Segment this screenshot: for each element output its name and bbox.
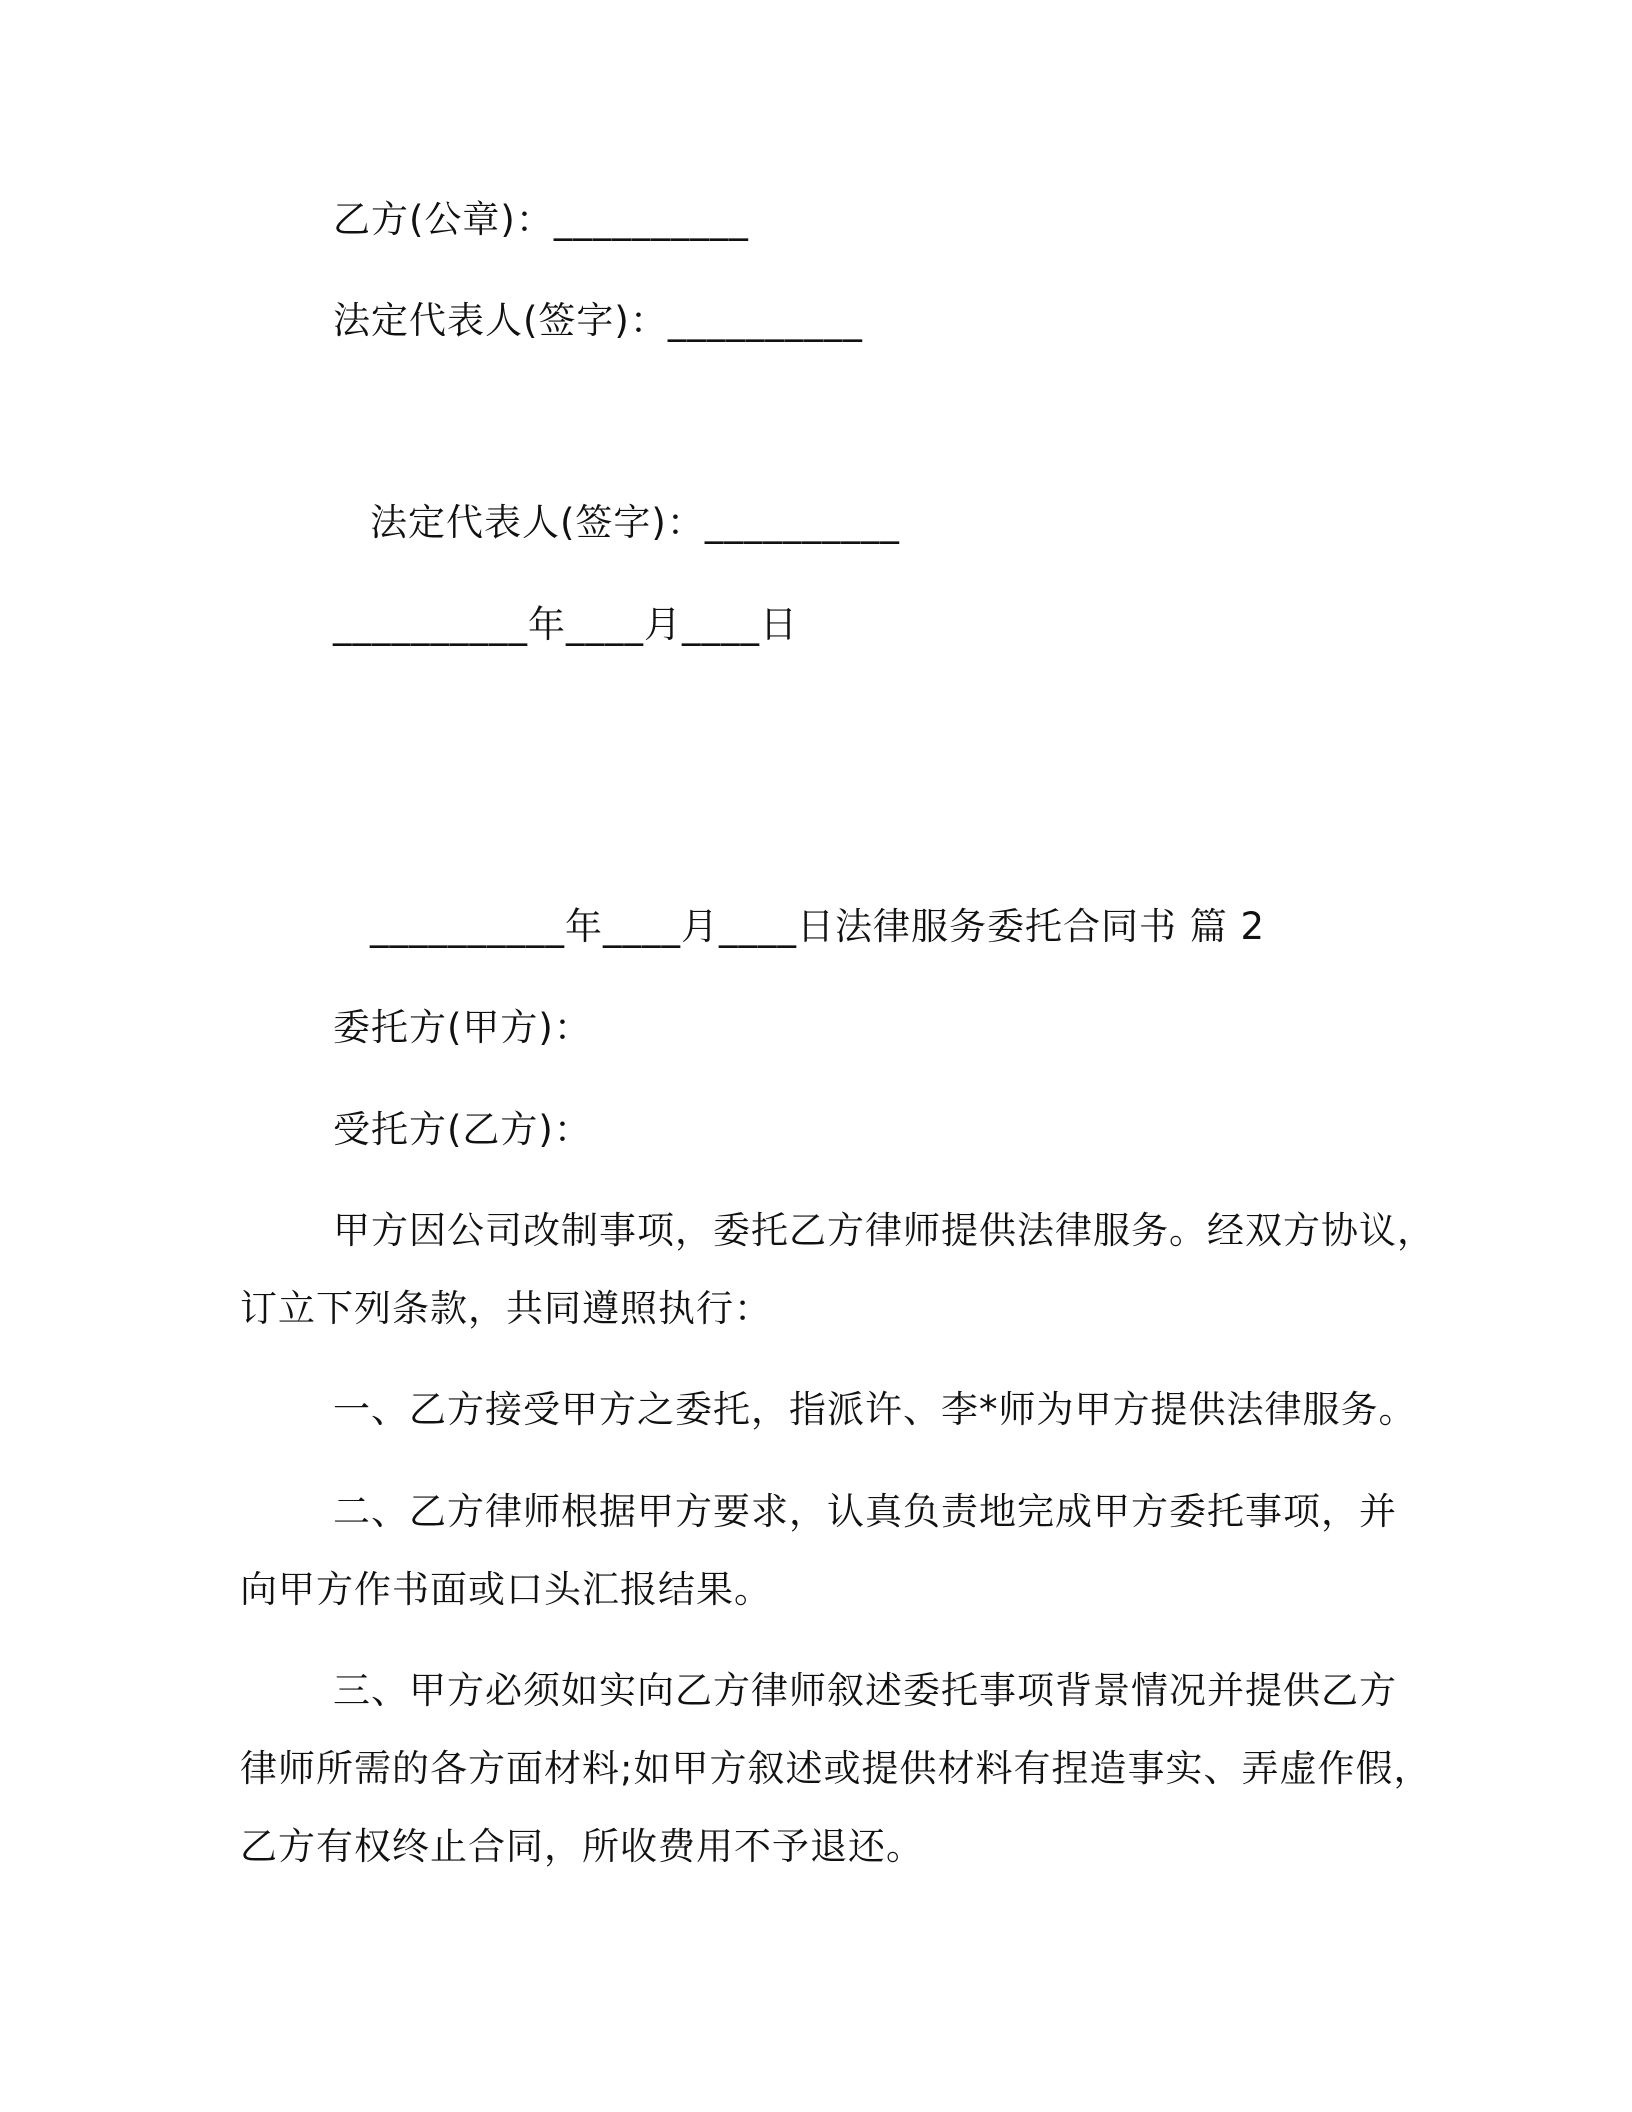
date-line: __________年____月____日 [333,603,798,646]
clause-1-line-1: 一、乙方接受甲方之委托，指派许、李*师为甲方提供法律服务。 [333,1388,1417,1431]
client-label: 委托方(甲方)： [333,1006,592,1049]
clause-3-line-1: 三、甲方必须如实向乙方律师叙述委托事项背景情况并提供乙方 [333,1669,1397,1712]
clause-2-line-1: 二、乙方律师根据甲方要求，认真负责地完成甲方委托事项，并 [333,1490,1397,1533]
clause-3-line-3: 乙方有权终止合同，所收费用不予退还。 [240,1825,924,1868]
intro-line-2: 订立下列条款，共同遵照执行： [240,1287,772,1330]
agent-label: 受托方(乙方)： [333,1108,592,1151]
legal-rep-sign-line-2: 法定代表人(签字)：__________ [370,501,900,544]
intro-line-1: 甲方因公司改制事项，委托乙方律师提供法律服务。经双方协议， [333,1209,1435,1252]
clause-3-line-2: 律师所需的各方面材料;如甲方叙述或提供材料有捏造事实、弄虚作假， [240,1747,1432,1790]
legal-rep-sign-line-1: 法定代表人(签字)：__________ [333,299,863,342]
party-b-seal-line: 乙方(公章)：__________ [333,198,749,241]
contract-title: __________年____月____日法律服务委托合同书 篇 2 [370,905,1266,948]
clause-2-line-2: 向甲方作书面或口头汇报结果。 [240,1568,772,1611]
